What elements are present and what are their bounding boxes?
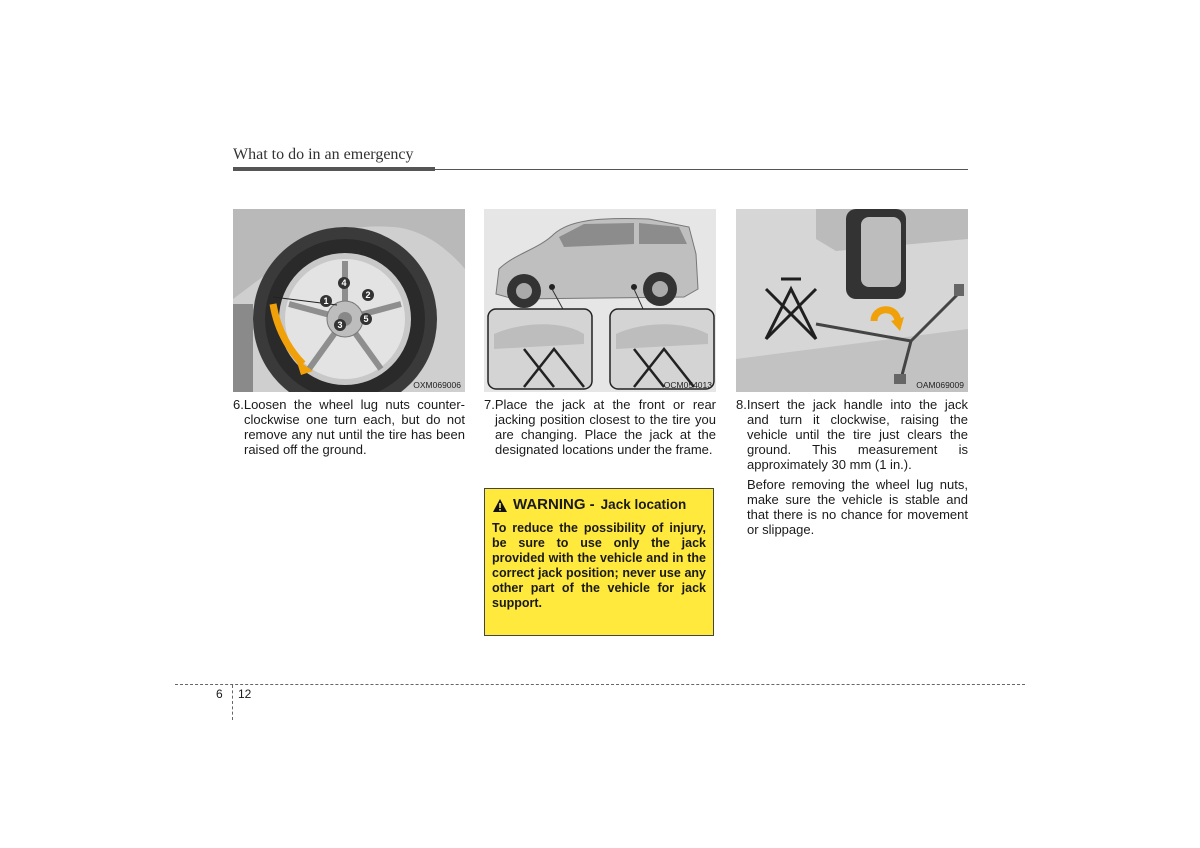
lug-label-4: 4 <box>341 278 347 288</box>
step-6 <box>233 397 465 462</box>
header-rule-thin <box>435 169 968 170</box>
vehicle-jack-points-illustration-icon <box>484 209 716 392</box>
step-6-text: 6.Loosen the wheel lug nuts counter-clockwise one turn each, but do not remove any nut until the tire has been raised off the ground. <box>233 397 465 457</box>
warning-triangle-icon <box>492 498 508 513</box>
jack-handle-illustration-icon <box>736 209 968 392</box>
lug-label-3: 3 <box>337 320 343 330</box>
figure-wheel-lug-nuts <box>233 209 465 392</box>
step-7-text: 7.Place the jack at the front or rear jacking position closest to the tire you are changing. Place the jack at the designated locations under the frame. <box>484 397 716 457</box>
step-8-note: Before removing the wheel lug nuts, make sure the vehicle is stable and that there is no chance for movement or slippage. <box>747 477 968 537</box>
section-title: What to do in an emergency <box>233 146 414 163</box>
lug-label-1: 1 <box>323 296 329 306</box>
page-number: 12 <box>238 687 252 701</box>
figure-jack-handle <box>736 209 968 392</box>
warning-topic: Jack location <box>600 497 687 512</box>
figure-code: OCM054013 <box>663 380 712 390</box>
step-8 <box>736 397 968 542</box>
warning-label: WARNING - <box>513 496 595 513</box>
figure-code: OAM069009 <box>916 380 964 390</box>
warning-heading <box>492 497 706 513</box>
figure-code: OXM069006 <box>413 380 461 390</box>
lug-label-2: 2 <box>365 290 371 300</box>
warning-body: To reduce the possibility of injury, be sure to use only the jack provided with the vehicle and in the correct jack position; never use any other part of the vehicle for jack support. <box>492 521 706 610</box>
step-7 <box>484 397 716 462</box>
lug-label-5: 5 <box>363 314 369 324</box>
step-8-text: 8.Insert the jack handle into the jack and turn it clockwise, raising the vehicle until the tire just clears the ground. This measurement is approximately 30 mm (1 in.). <box>736 397 968 472</box>
wheel-lug-nuts-illustration-icon <box>233 209 465 392</box>
figure-jack-points <box>484 209 716 392</box>
footer-rule <box>175 684 1025 685</box>
footer-divider <box>232 685 233 720</box>
header-rule <box>233 167 435 171</box>
chapter-number: 6 <box>216 687 223 701</box>
warning-box <box>484 488 714 636</box>
